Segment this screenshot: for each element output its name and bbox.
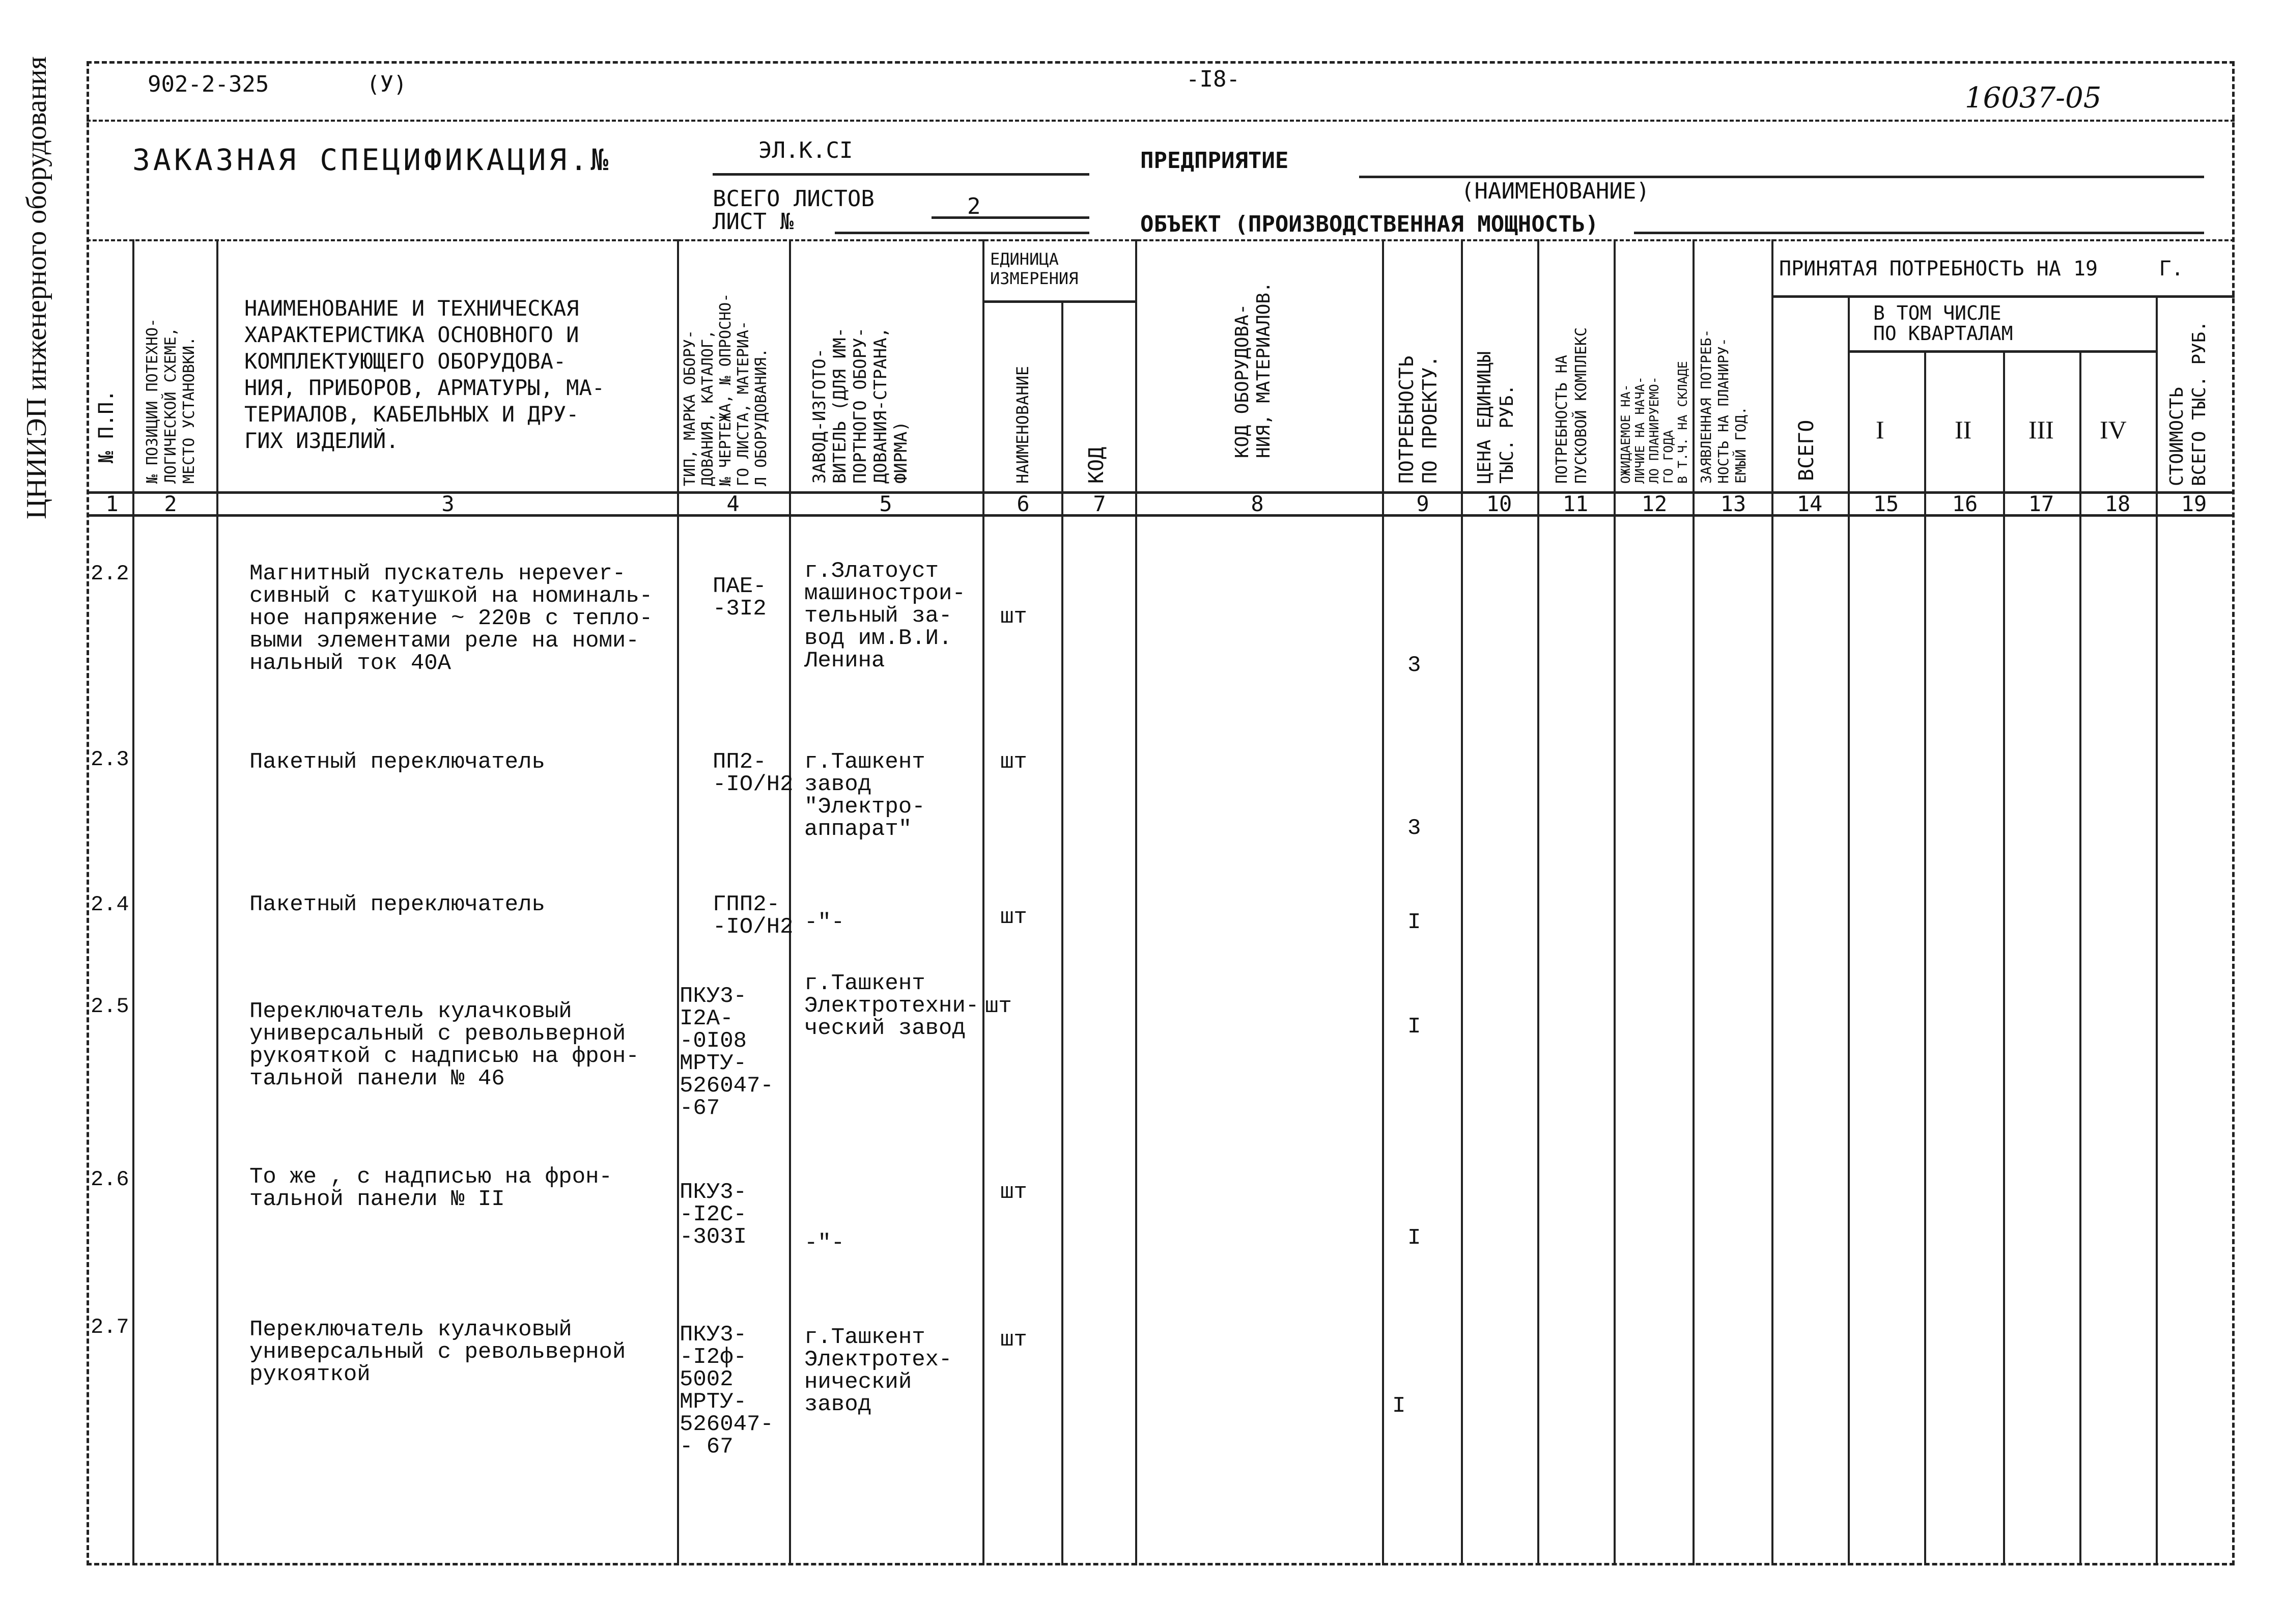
column-number: 1	[105, 491, 119, 516]
item-maker: -"-	[804, 910, 845, 935]
col-header-2: № ПОЗИЦИИ ПОТЕХНО- ЛОГИЧЕСКОЙ СХЕМЕ, МЕСТО УСТАНОВКИ.	[144, 318, 198, 484]
row-number: 2.6	[91, 1167, 129, 1192]
sheet-label: ЛИСТ №	[713, 209, 794, 235]
unit-group-line	[982, 300, 1135, 303]
item-type: ГПП2- -IO/Н2	[713, 892, 794, 940]
item-unit: шт	[1000, 1327, 1027, 1353]
column-number: 10	[1486, 491, 1512, 516]
column-number: 7	[1093, 491, 1106, 516]
accepted-header: ПРИНЯТАЯ ПОТРЕБНОСТЬ НА 19 Г.	[1779, 257, 2184, 281]
column-number: 13	[1720, 491, 1746, 516]
enterprise-label: ПРЕДПРИЯТИЕ	[1140, 148, 1289, 174]
header-divider	[87, 239, 2235, 241]
unit-group-header: ЕДИНИЦА ИЗМЕРЕНИЯ	[990, 249, 1079, 288]
column-number: 4	[726, 491, 740, 516]
name-label: (НАИМЕНОВАНИЕ)	[1461, 178, 1650, 204]
col-line-6	[1061, 300, 1063, 1565]
item-qty: I	[1392, 1393, 1406, 1419]
item-maker: г.Ташкент Электротех- нический завод	[804, 1325, 952, 1417]
item-qty: I	[1407, 1014, 1421, 1040]
sheet-line	[835, 232, 1089, 234]
total-sheets-label: ВСЕГО ЛИСТОВ	[713, 186, 875, 212]
col-header-3: НАИМЕНОВАНИЕ И ТЕХНИЧЕСКАЯ ХАРАКТЕРИСТИКА ОСНОВНОГО И КОМПЛЕКТУЮЩЕГО ОБОРУДОВА- НИЯ, ПРИБОРОВ, АРМАТУРЫ, МА- ТЕРИАЛОВ, КАБЕЛЬНЫХ И ДРУ- ГИХ ИЗДЕЛИЙ.	[244, 296, 605, 453]
col-line-17	[2079, 351, 2081, 1565]
col-header-9: ПОТРЕБНОСТЬ ПО ПРОЕКТУ.	[1395, 355, 1441, 484]
item-qty: I	[1407, 910, 1421, 935]
item-name: Пакетный переключатель	[249, 749, 545, 775]
col-line-18	[2156, 298, 2158, 1565]
item-qty: I	[1407, 1225, 1421, 1251]
archive-number: 16037-05	[1965, 81, 2102, 115]
col-line-9	[1461, 239, 1463, 1565]
col-line-14	[1848, 298, 1850, 1565]
object-label: ОБЪЕКТ (ПРОИЗВОДСТВЕННАЯ МОЩНОСТЬ)	[1140, 211, 1599, 237]
col-header-4: ТИП, МАРКА ОБОРУ- ДОВАНИЯ, КАТАЛОГ, № ЧЕРТЕЖА, № ОПРОСНО- ГО ЛИСТА, МАТЕРИА- Л ОБОРУДОВАНИЯ.	[681, 293, 770, 486]
item-qty: 3	[1407, 653, 1421, 678]
item-type: ПКУ3- -I2С- -303I	[680, 1180, 747, 1250]
top-divider	[87, 120, 2235, 122]
total-sheets-line	[932, 216, 1089, 219]
item-qty: 3	[1407, 816, 1421, 841]
item-maker: г.Ташкент Электротехни- ческий завод	[804, 971, 979, 1041]
spec-number: ЭЛ.К.СI	[758, 137, 853, 163]
total-sheets-value: 2	[967, 193, 981, 219]
col-line-2	[216, 239, 218, 1565]
col-header-13: ЗАЯВЛЕННАЯ ПОТРЕБ- НОСТЬ НА ПЛАНИРУ- ЕМЫЙ ГОД.	[1698, 329, 1749, 484]
column-number: 14	[1796, 491, 1823, 516]
column-number: 15	[1873, 491, 1899, 516]
column-number: 5	[879, 491, 892, 516]
quarter-1-header: I	[1876, 415, 1884, 444]
col-header-10: ЦЕНА ЕДИНИЦЫ ТЫС. РУБ.	[1474, 351, 1517, 484]
column-number: 3	[441, 491, 455, 516]
col-line-15	[1924, 351, 1926, 1565]
col-line-13	[1771, 239, 1773, 1565]
col-header-5: ЗАВОД-ИЗГОТО- ВИТЕЛЬ (ДЛЯ ИМ- ПОРТНОГО ОБОРУ- ДОВАНИЯ-СТРАНА, ФИРМА)	[809, 327, 911, 484]
col-line-12	[1693, 239, 1695, 1565]
col-header-14: ВСЕГО	[1795, 419, 1818, 481]
column-number: 6	[1017, 491, 1030, 516]
quarters-line	[1848, 350, 2156, 353]
row-number: 2.3	[91, 747, 129, 772]
col-header-1: № П.П.	[95, 389, 118, 463]
column-number: 11	[1562, 491, 1589, 516]
item-unit: шт	[1000, 1180, 1027, 1205]
spec-number-line	[713, 173, 1089, 176]
item-name: Магнитный пускатель нерever- сивный с катушкой на номиналь- ное напряжение ~ 220в с тепло- выми элементами реле на номи- нальный ток 40А	[249, 561, 653, 676]
row-number: 2.7	[91, 1315, 129, 1339]
item-unit: шт	[1000, 604, 1027, 630]
col-line-7	[1135, 239, 1137, 1565]
col-line-5	[982, 239, 984, 1565]
item-maker: -"-	[804, 1230, 845, 1256]
side-stamp: ЦНИИЭП инженерного оборудования	[21, 56, 52, 519]
quarter-4-header: IV	[2100, 415, 2127, 444]
accepted-line	[1771, 295, 2235, 298]
column-number: 19	[2181, 491, 2207, 516]
item-name: Пакетный переключатель	[249, 892, 545, 917]
col-header-7: КОД	[1085, 446, 1108, 484]
column-number: 18	[2104, 491, 2131, 516]
column-number: 2	[164, 491, 177, 516]
item-type: ПАЕ- -3I2	[713, 574, 767, 622]
item-maker: г.Ташкент завод "Электро- аппарат"	[804, 749, 925, 842]
col-line-10	[1537, 239, 1539, 1565]
row-number: 2.2	[91, 562, 129, 586]
column-number: 8	[1251, 491, 1264, 516]
object-line	[1634, 232, 2204, 234]
item-name: Переключатель кулачковый универсальный с револьверной рукояткой	[249, 1317, 626, 1387]
item-unit: шт	[985, 994, 1012, 1019]
column-number: 16	[1952, 491, 1978, 516]
doc-code-suffix: (У)	[366, 71, 407, 97]
page-number: -I8-	[1186, 66, 1240, 92]
item-maker: г.Златоуст машинострои- тельный за- вод им.В.И. Ленина	[804, 558, 966, 674]
col-line-3	[677, 239, 679, 1565]
row-number: 2.4	[91, 892, 129, 917]
col-header-19: СТОИМОСТЬ ВСЕГО ТЫС. РУБ.	[2166, 320, 2210, 486]
item-name: Переключатель кулачковый универсальный с револьверной рукояткой с надписью на фрон- тальной панели № 46	[249, 999, 639, 1091]
col-header-8: КОД ОБОРУДОВА- НИЯ, МАТЕРИАЛОВ.	[1232, 282, 1274, 458]
item-unit: шт	[1000, 905, 1027, 930]
col-line-8	[1382, 239, 1384, 1565]
column-number: 17	[2028, 491, 2054, 516]
col-header-12: ОЖИДАЕМОЕ НА- ЛИЧИЕ НА НАЧА- ЛО ПЛАНИРУЕМО- ГО ГОДА В Т.Ч. НА СКЛАДЕ	[1618, 361, 1690, 484]
quarter-2-header: II	[1955, 415, 1972, 444]
column-number: 12	[1641, 491, 1668, 516]
col-header-6: НАИМЕНОВАНИЕ	[1013, 366, 1032, 484]
quarter-3-header: III	[2028, 415, 2054, 444]
item-type: ПП2- -IO/Н2	[713, 749, 794, 797]
spec-title: ЗАКАЗНАЯ СПЕЦИФИКАЦИЯ.№	[132, 143, 612, 177]
doc-code: 902-2-325	[148, 71, 269, 97]
item-type: ПКУ3- -I2ф- 5002 МРТУ- 526047- - 67	[680, 1322, 774, 1460]
item-type: ПКУ3- I2А- -0I08 МРТУ- 526047- -67	[680, 984, 774, 1121]
quarters-group-header: В ТОМ ЧИСЛЕ ПО КВАРТАЛАМ	[1873, 302, 2013, 345]
col-header-11: ПОТРЕБНОСТЬ НА ПУСКОВОЙ КОМПЛЕКС	[1553, 327, 1590, 484]
col-line-11	[1614, 239, 1616, 1565]
row-number: 2.5	[91, 994, 129, 1019]
column-number: 9	[1416, 491, 1429, 516]
col-line-1	[132, 239, 134, 1565]
item-name: То же , с надписью на фрон- тальной панели № II	[249, 1164, 612, 1212]
item-unit: шт	[1000, 749, 1027, 775]
col-line-16	[2003, 351, 2005, 1565]
